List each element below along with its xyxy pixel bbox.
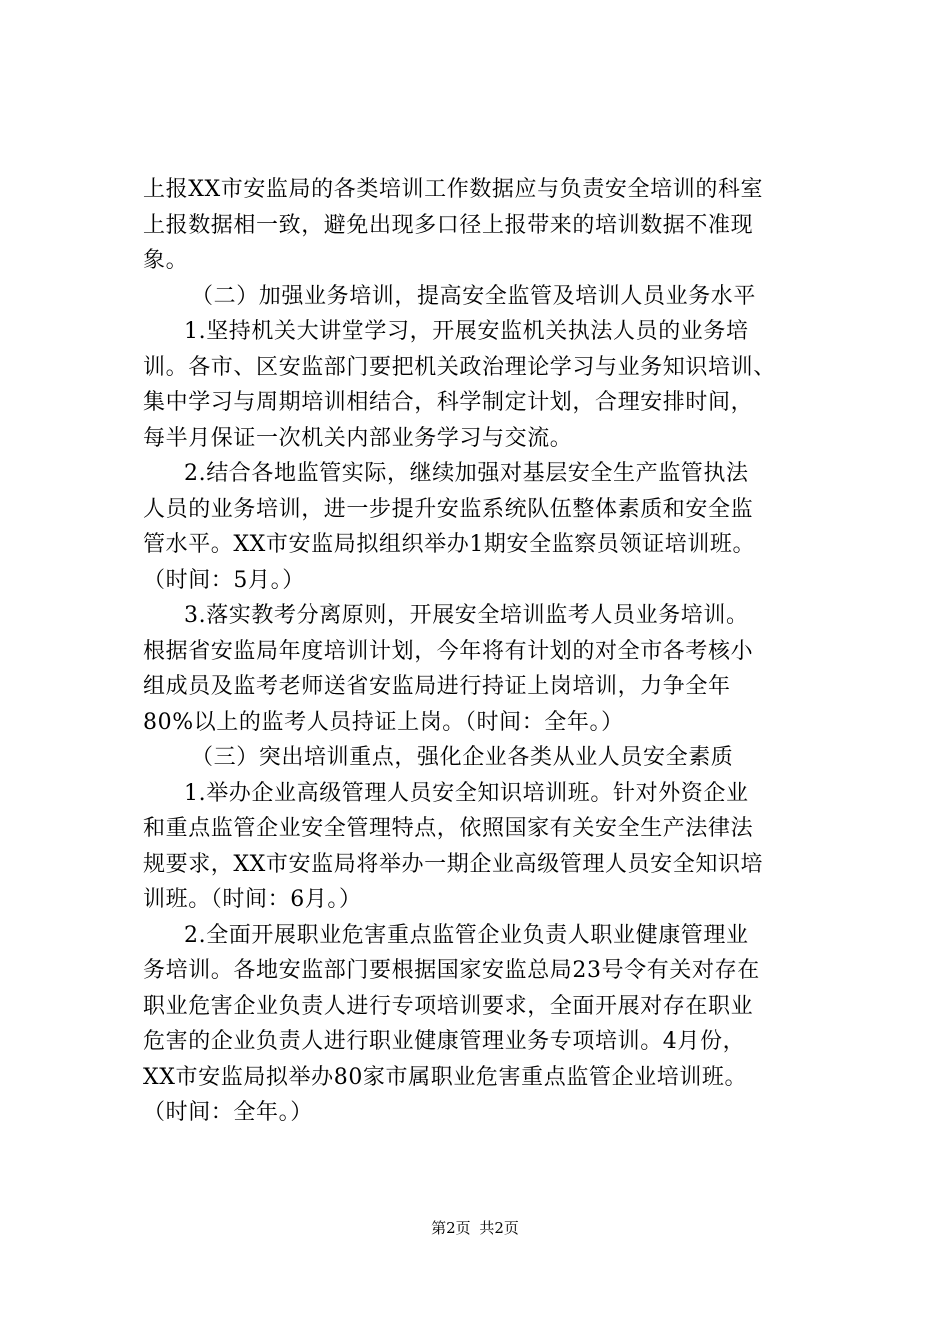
page-footer — [0, 1218, 950, 1238]
text-line: 2.结合各地监管实际，继续加强对基层安全生产监管执法 — [184, 461, 749, 486]
section-heading: （三）突出培训重点，强化企业各类从业人员安全素质 — [191, 745, 734, 770]
text-line: 训。各市、区安监部门要把机关政治理论学习与业务知识培训、 — [143, 354, 776, 380]
text-line: 2.全面开展职业危害重点监管企业负责人职业健康管理业 — [184, 922, 749, 948]
text-line: 组成员及监考老师送省安监局进行持证上岗培训，力争全年 — [143, 674, 731, 699]
text-line: 3.落实教考分离原则，开展安全培训监考人员业务培训。 — [184, 603, 749, 628]
text-line: 上报数据相一致，避免出现多口径上报带来的培训数据不准现 — [143, 212, 754, 238]
text-line: 上报XX市安监局的各类培训工作数据应与负责安全培训的科室 — [143, 177, 764, 202]
text-line: 1.坚持机关大讲堂学习，开展安监机关执法人员的业务培 — [184, 319, 749, 344]
text-line: 80%以上的监考人员持证上岗。（时间：全年。） — [143, 709, 624, 735]
text-line: 训班。（时间：6月。） — [143, 887, 362, 912]
page-number: 第2页 — [431, 1219, 471, 1237]
text-line: 规要求，XX市安监局将举办一期企业高级管理人员安全知识培 — [143, 851, 764, 877]
text-line: 人员的业务培训，进一步提升安监系统队伍整体素质和安全监 — [143, 496, 754, 522]
text-line: 集中学习与周期培训相结合，科学制定计划，合理安排时间， — [143, 390, 754, 415]
text-line: 职业危害企业负责人进行专项培训要求，全面开展对存在职业 — [143, 993, 754, 1019]
text-line: （时间：全年。） — [143, 1100, 313, 1125]
text-line: 管水平。XX市安监局拟组织举办1期安全监察员领证培训班。 — [143, 532, 756, 557]
page-total: 共2页 — [479, 1219, 519, 1237]
text-line: 每半月保证一次机关内部业务学习与交流。 — [143, 425, 573, 451]
text-line: 1.举办企业高级管理人员安全知识培训班。针对外资企业 — [184, 780, 749, 806]
text-line: （时间：5月。） — [143, 567, 305, 593]
text-line: 根据省安监局年度培训计划，今年将有计划的对全市各考核小 — [143, 638, 754, 664]
text-line: 和重点监管企业安全管理特点，依照国家有关安全生产法律法 — [143, 816, 754, 841]
document-body — [143, 172, 815, 1131]
section-heading: （二）加强业务培训，提高安全监管及培训人员业务水平 — [191, 283, 757, 309]
text-line: XX市安监局拟举办80家市属职业危害重点监管企业培训班。 — [143, 1064, 748, 1090]
text-line: 危害的企业负责人进行职业健康管理业务专项培训。4月份， — [143, 1029, 746, 1054]
text-line: 务培训。各地安监部门要根据国家安监总局23号令有关对存在 — [143, 958, 760, 983]
text-line: 象。 — [143, 248, 189, 273]
